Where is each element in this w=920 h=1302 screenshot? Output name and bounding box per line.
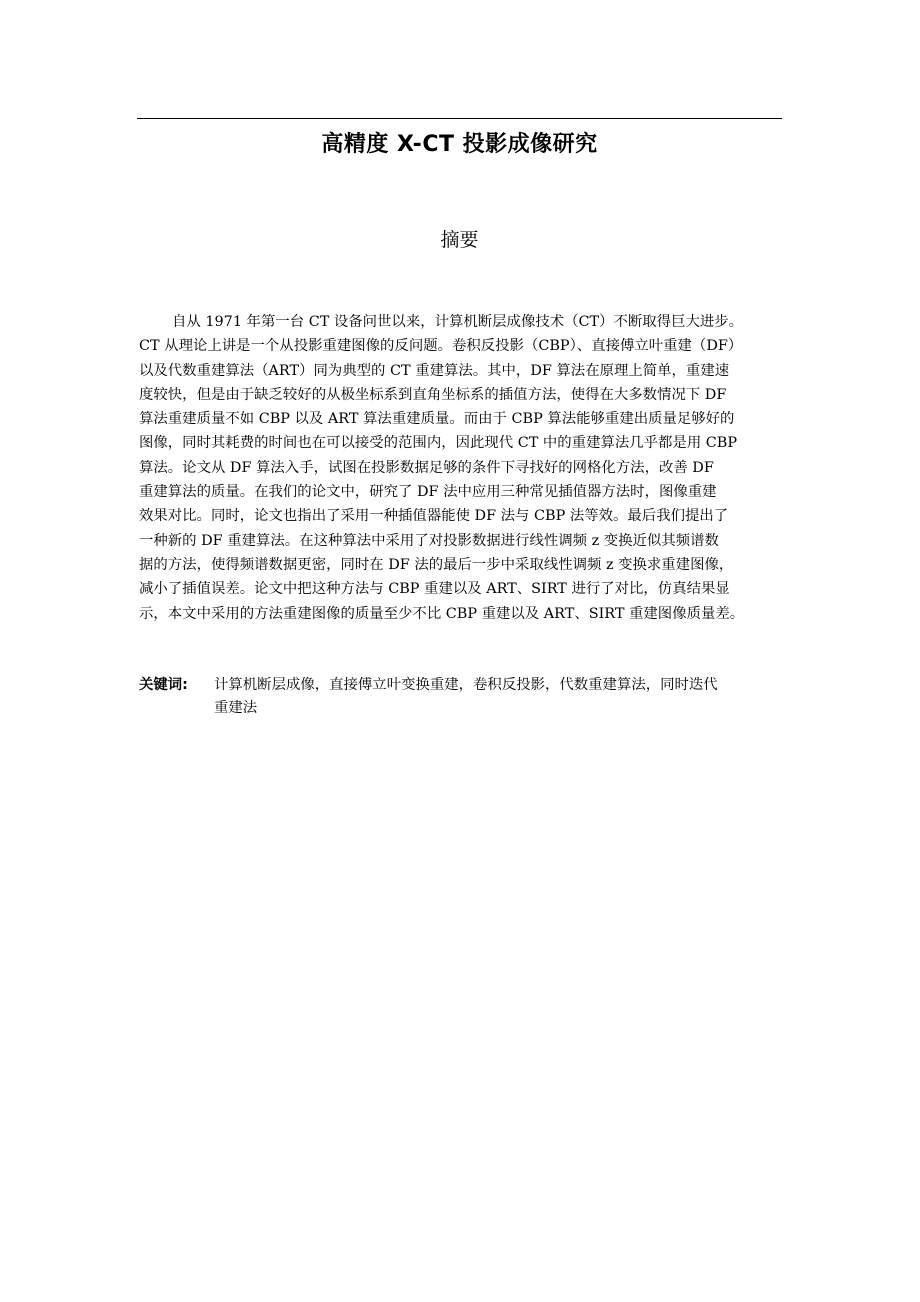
keywords-text: 计算机断层成像，直接傅立叶变换重建，卷积反投影，代数重建算法，同时迭代 [214, 677, 718, 693]
abstract-line: 度较快，但是由于缺乏较好的从极坐标系到直角坐标系的插值方法，使得在大多数情况下 DF [139, 386, 727, 403]
keywords-row [139, 674, 784, 697]
abstract-line: CT 从理论上讲是一个从投影重建图像的反问题。卷积反投影（CBP）、直接傅立叶重建（DF） [139, 338, 743, 355]
abstract-line: 据的方法，使得频谱数据更密，同时在 DF 法的最后一步中采取线性调频 z 变换求重建图像， [139, 556, 734, 573]
abstract-line: 一种新的 DF 重建算法。在这种算法中采用了对投影数据进行线性调频 z 变换近似其频谱数 [139, 532, 719, 549]
abstract-line: 自从 1971 年第一台 CT 设备问世以来，计算机断层成像技术（CT）不断取得巨大进步。 [172, 314, 744, 330]
header-rule [137, 118, 782, 119]
keywords-text-continued: 重建法 [214, 700, 258, 716]
abstract-line: 图像，同时其耗费的时间也在可以接受的范围内，因此现代 CT 中的重建算法几乎都是用 CBP [139, 435, 738, 452]
keywords-section [139, 674, 784, 720]
abstract-body [139, 310, 784, 626]
abstract-line: 效果对比。同时，论文也指出了采用一种插值器能使 DF 法与 CBP 法等效。最后我们提出了 [139, 508, 729, 525]
keywords-label: 关键词: [139, 677, 188, 693]
abstract-heading: 摘要 [440, 229, 479, 251]
abstract-line: 重建算法的质量。在我们的论文中，研究了 DF 法中应用三种常见插值器方法时，图像重建 [139, 484, 717, 501]
abstract-line: 以及代数重建算法（ART）同为典型的 CT 重建算法。其中，DF 算法在原理上简单，重建速 [139, 362, 730, 379]
abstract-line: 算法。论文从 DF 算法入手，试图在投影数据足够的条件下寻找好的网格化方法，改善 DF [139, 459, 714, 476]
abstract-line: 算法重建质量不如 CBP 以及 ART 算法重建质量。而由于 CBP 算法能够重建出质量足够好的 [139, 411, 735, 428]
abstract-line: 减小了插值误差。论文中把这种方法与 CBP 重建以及 ART、SIRT 进行了对比，仿真结果显 [139, 581, 730, 598]
abstract-line: 示，本文中采用的方法重建图像的质量至少不比 CBP 重建以及 ART、SIRT 重建图像质量差。 [139, 605, 745, 622]
document-title: 高精度 X-CT 投影成像研究 [321, 132, 598, 157]
